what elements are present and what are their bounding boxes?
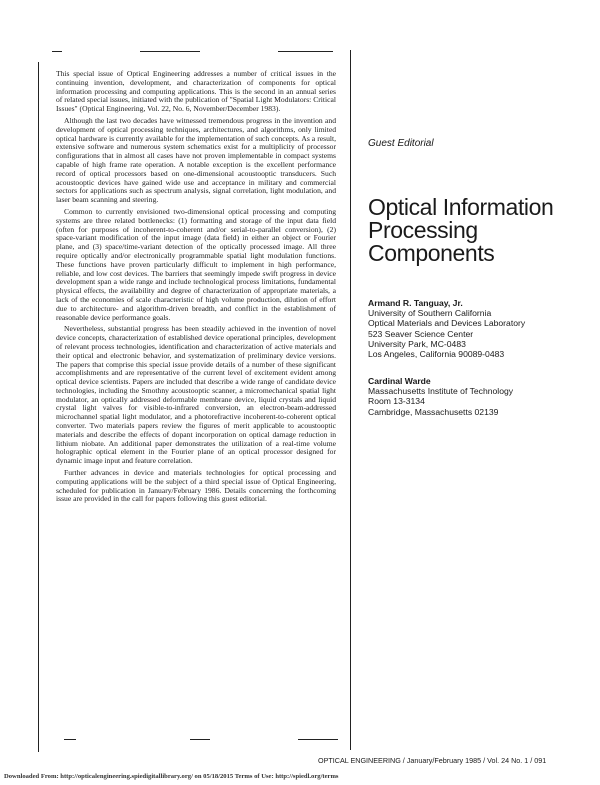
author-affiliation-line: University of Southern California (368, 308, 492, 319)
column-divider-rule (350, 50, 351, 750)
author-affiliation-line: Optical Materials and Devices Laboratory (368, 318, 526, 329)
bottom-rule-mid (190, 739, 210, 740)
author-block-2 (368, 376, 593, 417)
title-line-2: Processing (368, 217, 478, 243)
bottom-rule-left (64, 739, 76, 740)
author-affiliation-line: University Park, MC-0483 (368, 338, 466, 349)
top-rule-right (278, 51, 333, 52)
body-paragraph-4: Nevertheless, substantial progress has been steadily achieved in the invention of novel device concepts, characterization of established device operational principles, development of relevant process technologies, identification and characterization of active materials and their optical and electronic behavior, and systematization of preliminary device versions. The papers that comprise this special issue provide details of a number of these significant accomplishments and are representative of the current level of excitement evident among optical device scientists. Papers are included that describe a wide range of candidate device technologies, including the Smothny acoustooptic scanner, a micromechanical spatial light modulator, an optically addressed deformable membrane device, liquid crystals and liquid crystal light valves for visible-to-infrared conversion, an electron-beam-addressed microchannel spatial light modulator, and a photorefractive incoherent-to-coherent optical converter. Two materials papers review the figures of merit applicable to acoustooptic materials and describe the effects of dopant incorporation on optical damage reduction in lithium niobate. An additional paper demonstrates the utilization of a real-time volume holographic optical element in the Fourier plane of an optical processor designed for dynamic image input and feature correlation. (56, 324, 336, 466)
left-margin-rule (38, 62, 39, 752)
editorial-body (56, 70, 336, 507)
journal-citation: OPTICAL ENGINEERING / January/February 1985 / Vol. 24 No. 1 / 091 (318, 756, 547, 765)
author-name: Armand R. Tanguay, Jr. (368, 298, 463, 308)
author-block-1 (368, 298, 593, 359)
title-line-3: Components (368, 240, 495, 266)
body-paragraph-5: Further advances in device and materials technologies for optical processing and computing applications will be the subject of a third special issue of Optical Engineering, scheduled for publication in January/February 1986. Details concerning the forthcoming issue are provided in the call for papers following this guest editorial. (56, 468, 336, 504)
title-line-1: Optical Information (368, 194, 554, 220)
author-affiliation-line: Massachusetts Institute of Technology (368, 386, 514, 397)
author-affiliation-line: Room 13-3134 (368, 396, 425, 407)
article-title (368, 196, 593, 265)
author-affiliation-line: Cambridge, Massachusetts 02139 (368, 406, 499, 417)
top-rule-mid (140, 51, 200, 52)
author-affiliation-line: 523 Seaver Science Center (368, 328, 474, 339)
body-paragraph-1: This special issue of Optical Engineering addresses a number of critical issues in the continuing invention, development, and characterization of components for optical information processing and computing applications. This is the second in an annual series of related special issues, initiated with the publication of "Spatial Light Modulators: Critical Issues" (Optical Engineering, Vol. 22, No. 6, November/December 1983). (56, 69, 336, 114)
author-affiliation-line: Los Angeles, California 90089-0483 (368, 349, 505, 360)
author-name: Cardinal Warde (368, 376, 431, 386)
download-notice: Downloaded From: http://opticalengineering.spiedigitallibrary.org/ on 05/18/2015 Terms of Use: http://spiedl.org/terms (4, 773, 339, 780)
body-paragraph-2: Although the last two decades have witnessed tremendous progress in the invention and development of optical processing techniques, architectures, and algorithms, only limited optical hardware is currently available for the implementation of such concepts. As a result, extensive software and numerous system schematics exist for a multiplicity of processor configurations that in almost all cases have not proven implementable in compact systems capable of high frame rate operation. A notable exception is the excellent performance record of optical processors based on one-dimensional acoustooptic transducers. Such acoustooptic devices have gained wide use and acceptance in military and commercial sectors for applications such as spectrum analysis, signal correlation, light modulation, and laser beam scanning and steering. (56, 115, 336, 205)
section-label: Guest Editorial (368, 138, 434, 149)
body-paragraph-3: Common to currently envisioned two-dimensional optical processing and computing systems are three related bottlenecks: (1) formatting and storage of the input data field (often for purposes of incoherent-to-coherent and/or serial-to-parallel conversion), (2) space-variant modification of the input image (data field) in either an object or Fourier plane, and (3) space/time-variant detection of the optically processed image. All three require optically and/or electronically programmable spatial light modulation functions. These functions have proven particularly difficult to implement in high performance, reliable, and low cost devices. The barriers that seemingly impede swift progress in device development span a wide range and include technological process limitations, fundamental physical effects, the availability and degree of characterization of appropriate materials, a lack of the economies of scale characteristic of high volume production, dilution of effort due to architecture- and algorithm-driven breadth, and conflict in the establishment of reasonable device performance goals. (56, 206, 336, 322)
bottom-rule-right (298, 739, 338, 740)
top-rule-left (52, 51, 62, 52)
